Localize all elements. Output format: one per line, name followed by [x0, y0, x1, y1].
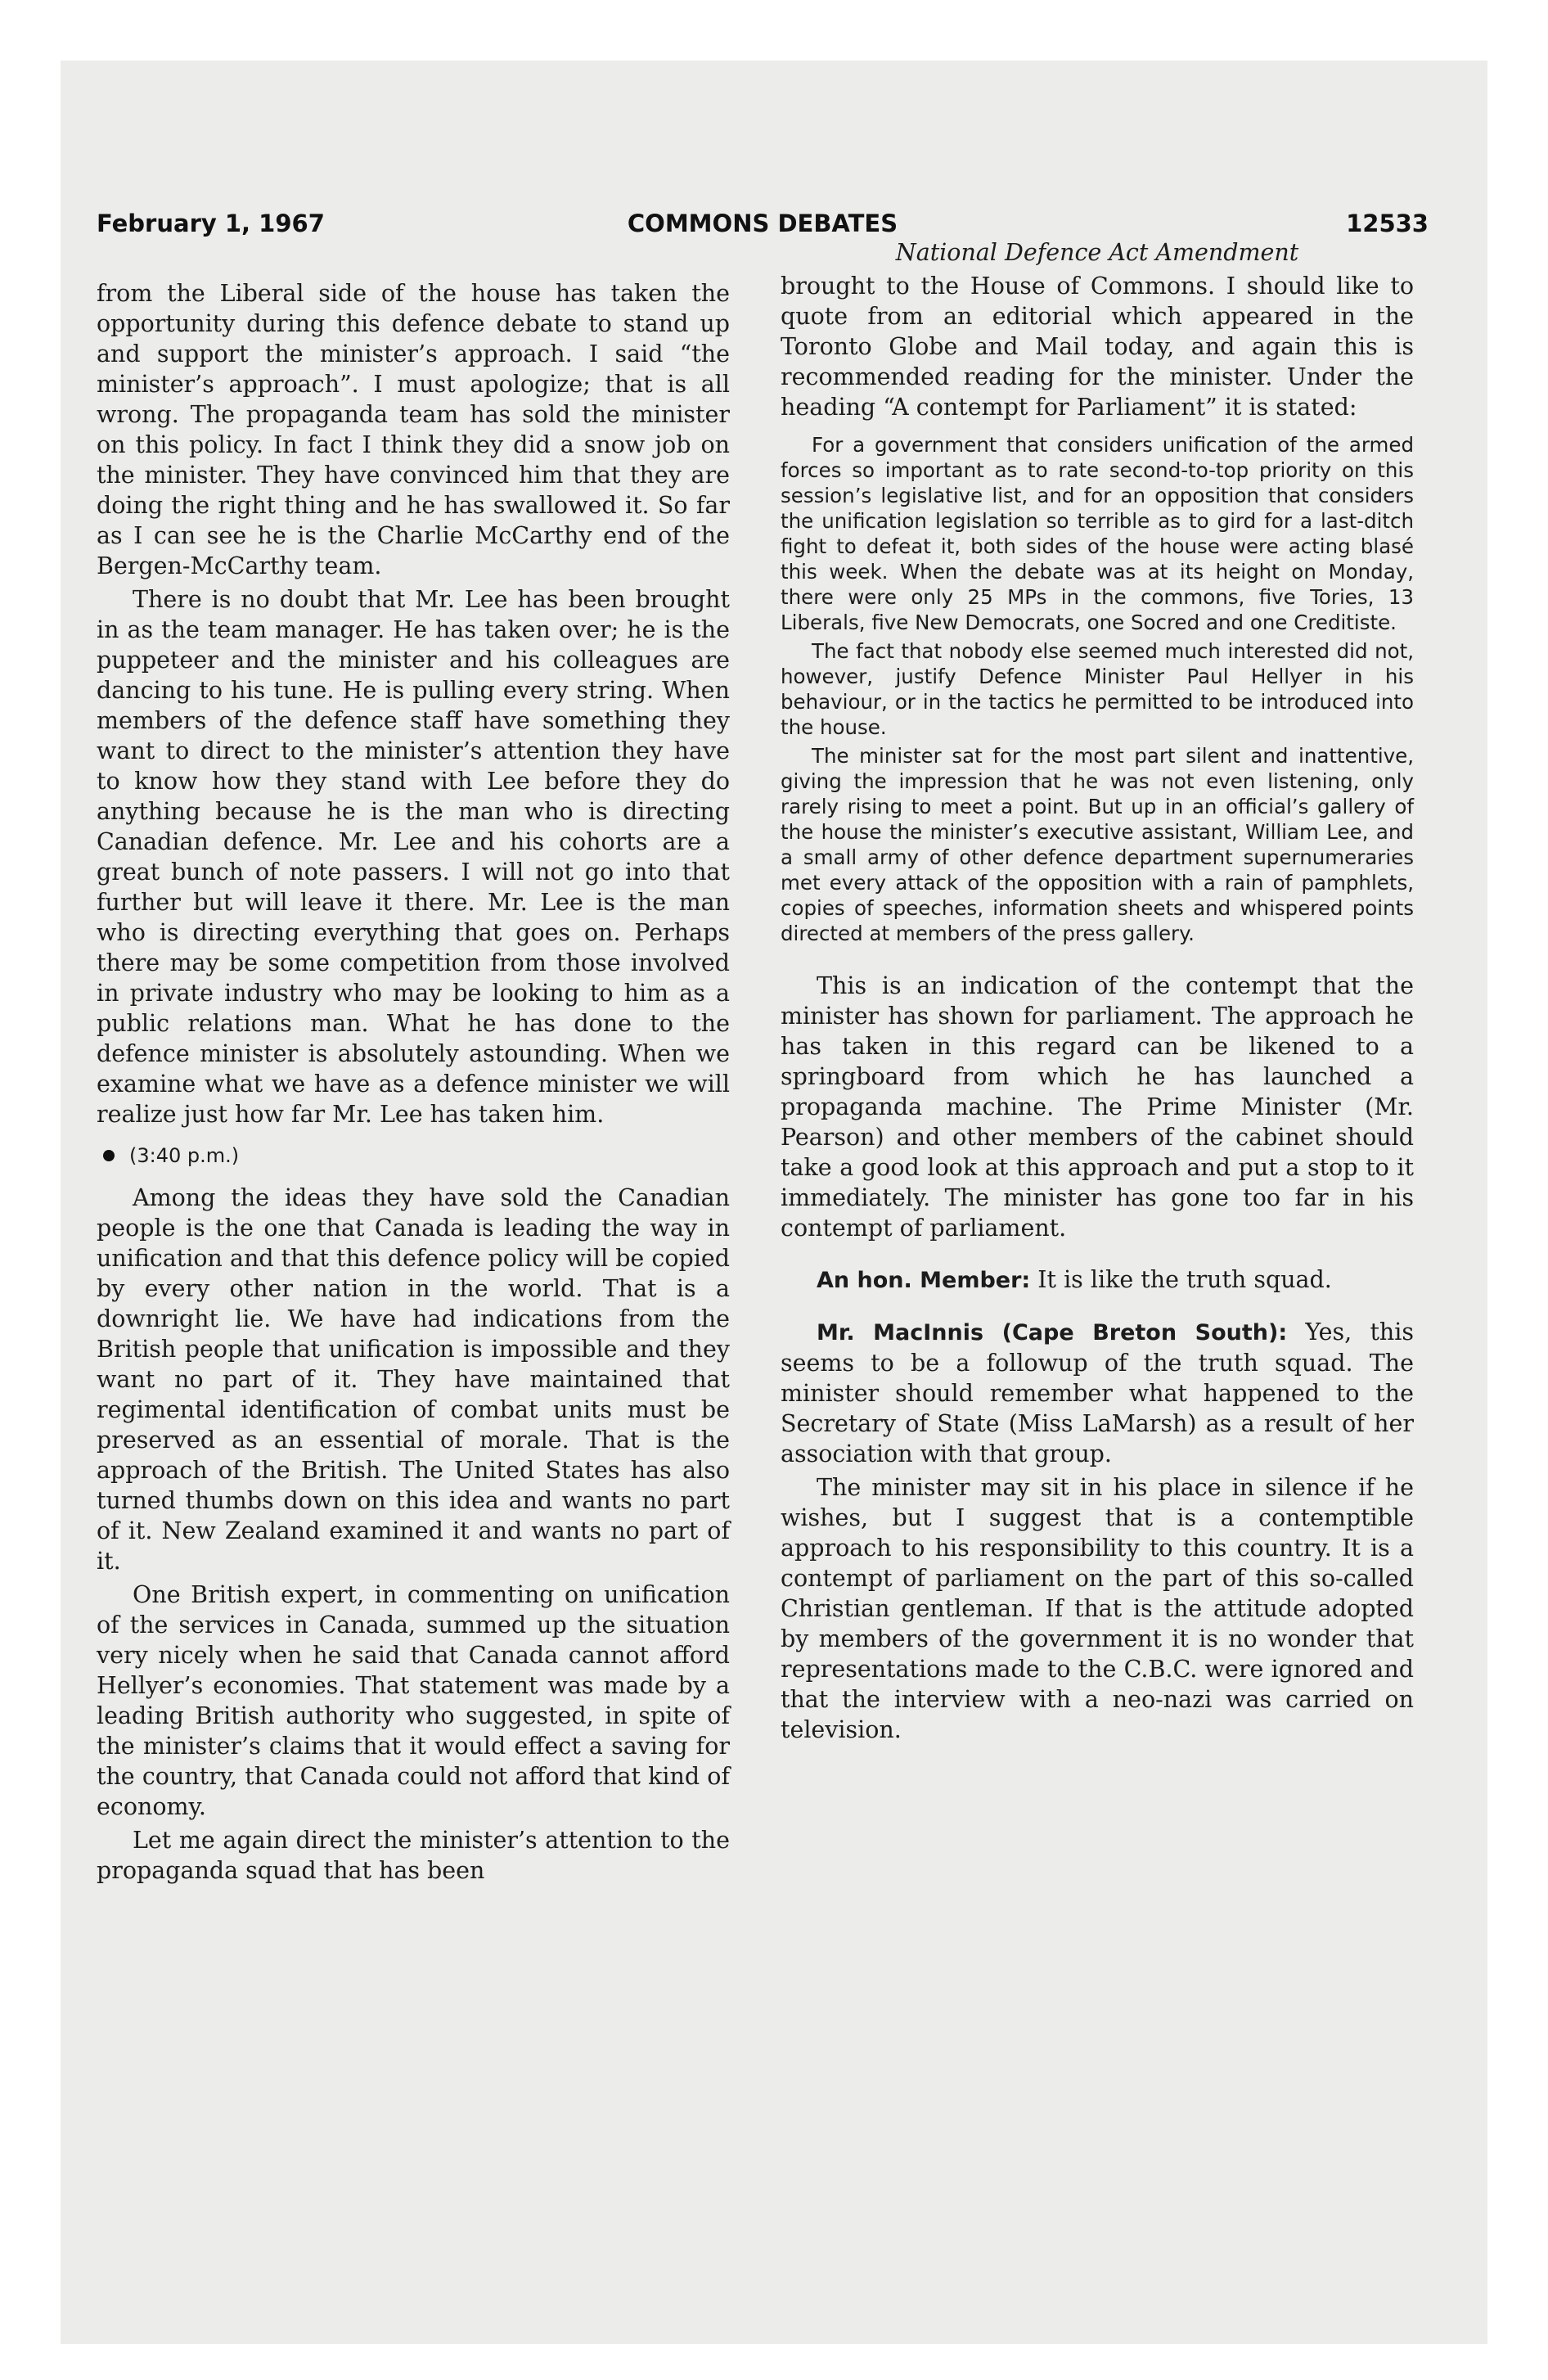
speaker-name: An hon. Member: — [817, 1268, 1031, 1293]
section-subheading: National Defence Act Amendment — [895, 239, 1299, 266]
speaker-paragraph — [781, 1264, 1414, 1296]
speaker-name: Mr. MacInnis (Cape Breton South): — [817, 1320, 1288, 1346]
header-page-number: 12533 — [1346, 210, 1429, 237]
editorial-quote — [781, 432, 1414, 946]
paragraph: This is an indication of the contempt that the minister has shown for parliament. The approach he has taken in this regard can be likened to a springboard from which he has launched a propaganda machine. The Prime Minister (Mr. Pearson) and other members of the cabinet should take a good look at this approach and put a stop to it immediately. The minister has gone too far in his contempt of parliament. — [781, 972, 1414, 1242]
speaker-paragraph — [781, 1317, 1414, 1469]
paragraph: Among the ideas they have sold the Canadian people is the one that Canada is leading the way in unification and that this defence policy will be copied by every other nation in the world. That is a downright lie. We have had indications from the British people that unification is impossible and they want no part of it. They have maintained that regimental identification of combat units must be preserved as an essential of morale. That is the approach of the British. The United States has also turned thumbs down on this idea and wants no part of it. New Zealand examined it and wants no part of it. — [97, 1184, 730, 1575]
quote-paragraph: For a government that considers unification of the armed forces so important as to rate second-to-top priority on this session’s legislative list, and for an opposition that considers the unification legislation so terrible as to gird for a last-ditch fight to defeat it, both sides of the house were acting blasé this week. When the debate was at its height on Monday, there were only 25 MPs in the commons, five Tories, 13 Liberals, five New Democrats, one Socred and one Creditiste. — [781, 433, 1414, 634]
time-mark — [97, 1141, 730, 1171]
left-column — [97, 278, 730, 1886]
header-title: COMMONS DEBATES — [627, 210, 898, 237]
quote-paragraph: The minister sat for the most part silent and inattentive, giving the impression that he was not even listening, only rarely rising to meet a point. But up in an official’s gallery of the house the minister’s executive assistant, William Lee, and a small army of other defence department supernumeraries met every attack of the opposition with a rain of pamphlets, copies of speeches, information sheets and whispered points directed at members of the press gallery. — [781, 744, 1414, 945]
right-column — [781, 237, 1414, 1745]
paragraph: There is no doubt that Mr. Lee has been brought in as the team manager. He has taken over; he is the puppeteer and the minister and his colleagues are dancing to his tune. He is pulling every string. When members of the defence staff have something they want to direct to the minister’s attention they have to know how they stand with Lee before they do anything because he is the man who is directing Canadian defence. Mr. Lee and his cohorts are a great bunch of note passers. I will not go into that further but will leave it there. Mr. Lee is the man who is directing everything that goes on. Perhaps there may be some competition from those involved in private industry who may be looking to him as a public relations man. What he has done to the defence minister is absolutely astounding. When we examine what we have as a defence minister we will realize just how far Mr. Lee has taken him. — [97, 586, 730, 1128]
header-date: February 1, 1967 — [97, 210, 325, 237]
speaker-text: It is like the truth squad. — [1030, 1266, 1332, 1293]
paragraph: The minister may sit in his place in silence if he wishes, but I suggest that is a contemptible approach to his responsibility to this country. It is a contempt of parliament on the part of this so-called Christian gentleman. If that is the attitude adopted by members of the government it is no wonder that representations made to the C.B.C. were ignored and that the interview with a neo-nazi was carried on television. — [781, 1474, 1414, 1743]
paragraph: brought to the House of Commons. I should like to quote from an editorial which appeared in the Toronto Globe and Mail today, and again this is recommended reading for the minister. Under the heading “A contempt for Parliament” it is stated: — [781, 273, 1414, 421]
paragraph: from the Liberal side of the house has taken the opportunity during this defence debate to stand up and support the minister’s approach. I said “the minister’s approach”. I must apologize; that is all wrong. The propaganda team has sold the minister on this policy. In fact I think they did a snow job on the minister. They have convinced him that they are doing the right thing and he has swallowed it. So far as I can see he is the Charlie McCarthy end of the Bergen-McCarthy team. — [97, 280, 730, 579]
speaker-text: Yes, this seems to be a followup of the truth squad. The minister should remember what happened to the Secretary of State (Miss LaMarsh) as a result of her association with that group. — [781, 1318, 1414, 1467]
paragraph: Let me again direct the minister’s attention to the propaganda squad that has been — [97, 1827, 730, 1884]
quote-paragraph: The fact that nobody else seemed much interested did not, however, justify Defence Minister Paul Hellyer in his behaviour, or in the tactics he permitted to be introduced into the house. — [781, 639, 1414, 739]
bullet-icon — [103, 1150, 115, 1161]
paragraph: One British expert, in commenting on unification of the services in Canada, summed up the situation very nicely when he said that Canada cannot afford Hellyer’s economies. That statement was made by a leading British authority who suggested, in spite of the minister’s claims that it would effect a saving for the country, that Canada could not afford that kind of economy. — [97, 1581, 730, 1820]
time-mark-text: (3:40 p.m.) — [129, 1144, 240, 1167]
